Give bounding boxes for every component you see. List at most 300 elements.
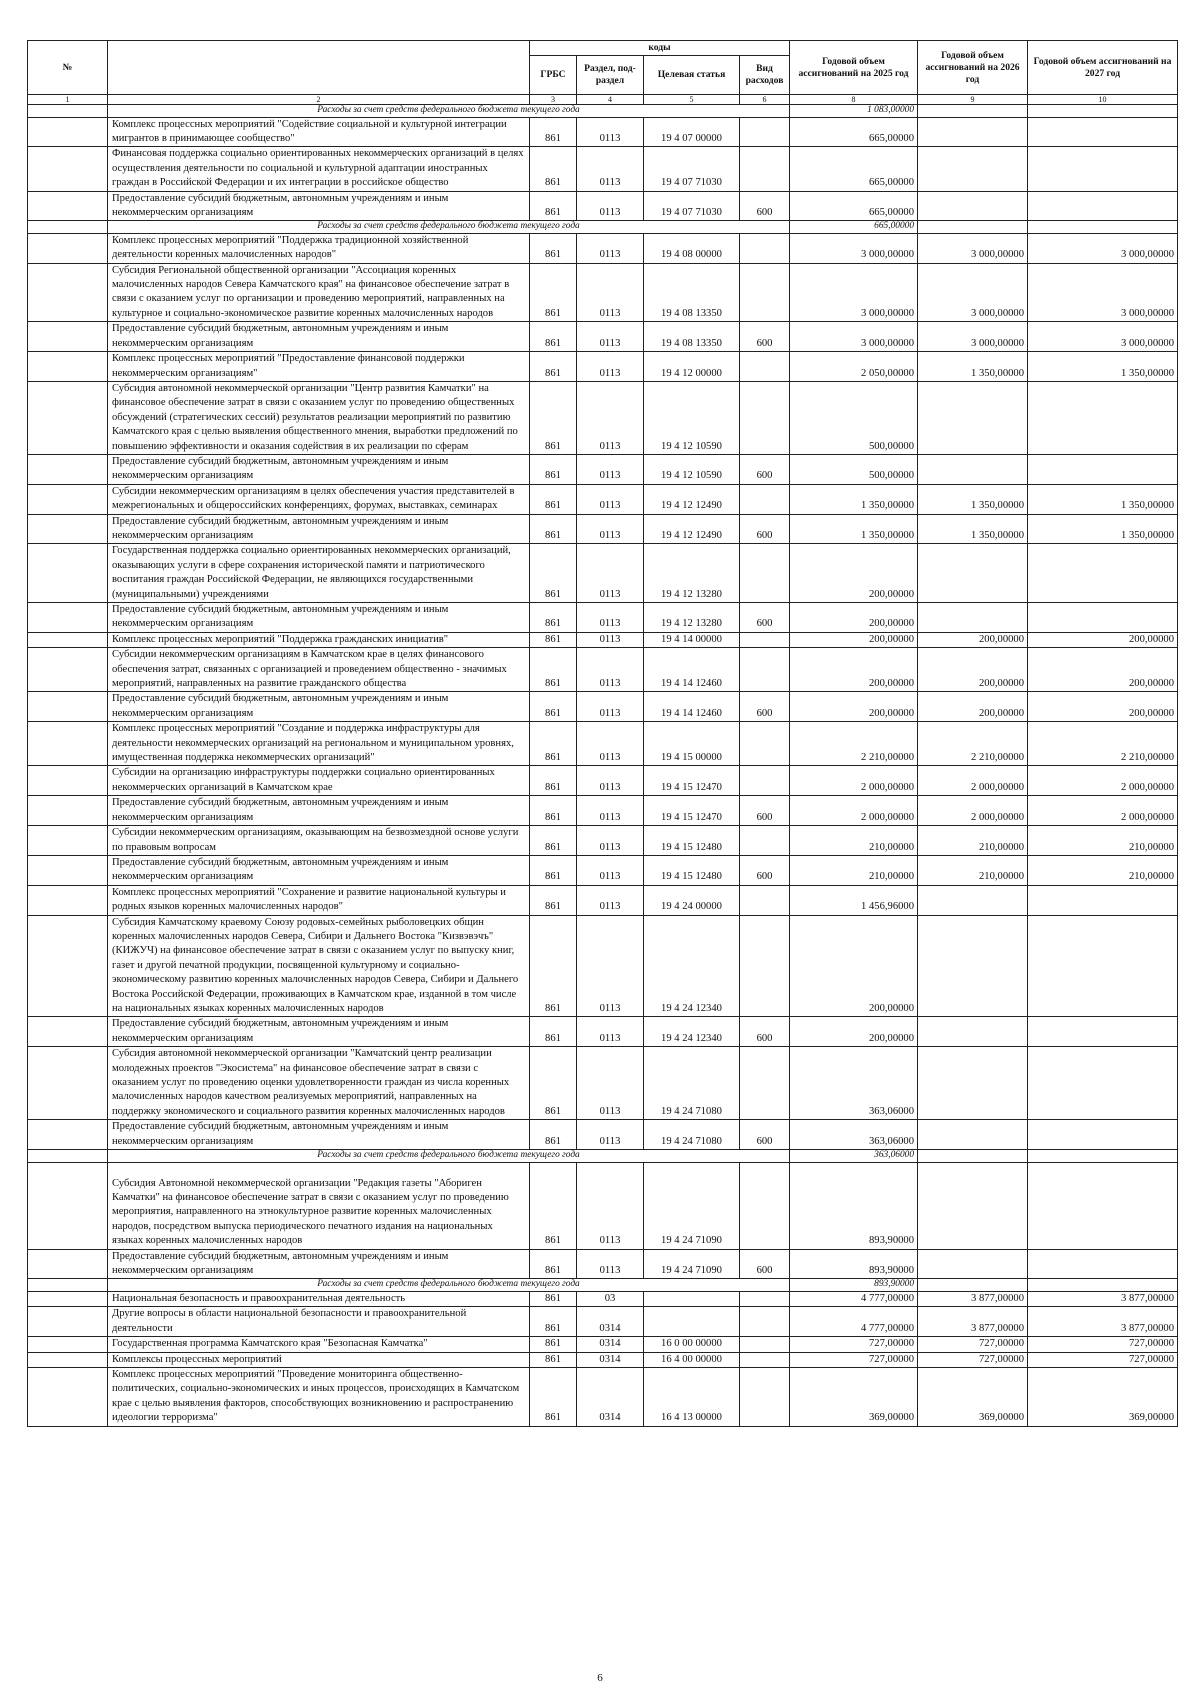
amount-2025-cell: 363,06000 (790, 1047, 918, 1120)
amount-2025-cell: 665,00000 (790, 221, 918, 234)
row-number-cell (28, 147, 108, 191)
celevaya-cell: 19 4 07 71030 (644, 191, 740, 221)
amount-2027-cell (1028, 147, 1178, 191)
grbs-cell: 861 (530, 484, 577, 514)
table-row (28, 322, 1178, 352)
row-number-cell (28, 1352, 108, 1367)
amount-2025-cell: 3 000,00000 (790, 322, 918, 352)
row-name-cell: Предоставление субсидий бюджетным, автономным учреждениям и иным некоммерческим организациям (108, 692, 530, 722)
amount-2025-cell: 200,00000 (790, 1017, 918, 1047)
amount-2025-cell: 200,00000 (790, 692, 918, 722)
razdel-cell: 0113 (577, 484, 644, 514)
vid-cell (740, 648, 790, 692)
grbs-cell: 861 (530, 322, 577, 352)
colnum-6: 6 (740, 95, 790, 105)
row-name-cell: Предоставление субсидий бюджетным, автономным учреждениям и иным некоммерческим организациям (108, 322, 530, 352)
amount-2025-cell: 3 000,00000 (790, 263, 918, 322)
row-number-cell (28, 1162, 108, 1249)
razdel-cell: 0113 (577, 1162, 644, 1249)
vid-cell: 600 (740, 1120, 790, 1150)
colnum-10: 10 (1028, 95, 1178, 105)
row-number-cell (28, 766, 108, 796)
row-name-cell: Комплекс процессных мероприятий "Предоставление финансовой поддержки некоммерческим организациям" (108, 352, 530, 382)
row-number-cell (28, 1337, 108, 1352)
razdel-cell: 0113 (577, 796, 644, 826)
row-name-cell: Предоставление субсидий бюджетным, автономным учреждениям и иным некоммерческим организациям (108, 191, 530, 221)
colnum-5: 5 (644, 95, 740, 105)
vid-cell: 600 (740, 1017, 790, 1047)
amount-2027-cell (1028, 885, 1178, 915)
razdel-cell: 0113 (577, 1120, 644, 1150)
amount-2026-cell: 210,00000 (918, 826, 1028, 856)
table-row (28, 632, 1178, 647)
amount-2027-cell (1028, 915, 1178, 1017)
amount-2026-cell: 369,00000 (918, 1367, 1028, 1426)
amount-2027-cell: 200,00000 (1028, 692, 1178, 722)
amount-2027-cell: 3 000,00000 (1028, 233, 1178, 263)
grbs-cell: 861 (530, 544, 577, 603)
amount-2025-cell: 893,90000 (790, 1249, 918, 1279)
vid-cell (740, 766, 790, 796)
row-number-cell (28, 648, 108, 692)
page-number: 6 (597, 1672, 603, 1684)
row-name-cell: Государственная поддержка социально ориентированных некоммерческих организаций, оказывающих услуги в сфере сохранения исторической памяти и патриотического воспитания граждан Российской Федерации, не являющихся государственными (муниципальными) учреждениями (108, 544, 530, 603)
row-name-cell: Предоставление субсидий бюджетным, автономным учреждениям и иным некоммерческим организациям (108, 1249, 530, 1279)
amount-2025-cell: 500,00000 (790, 454, 918, 484)
amount-2026-cell: 1 350,00000 (918, 352, 1028, 382)
amount-2027-cell (1028, 603, 1178, 633)
colnum-3: 3 (530, 95, 577, 105)
row-number-cell (28, 484, 108, 514)
amount-2026-cell (918, 1017, 1028, 1047)
row-name-cell: Комплекс процессных мероприятий "Проведение мониторинга общественно-политических, социально-экономических и иных процессов, происходящих в Камчатском крае с целью выявления факторов, способствующих возникновению и распространению идеологии терроризма" (108, 1367, 530, 1426)
razdel-cell: 0113 (577, 381, 644, 454)
row-name-cell: Предоставление субсидий бюджетным, автономным учреждениям и иным некоммерческим организациям (108, 454, 530, 484)
vid-cell (740, 722, 790, 766)
celevaya-cell: 19 4 24 00000 (644, 885, 740, 915)
row-name-cell: Расходы за счет средств федерального бюджета текущего года (108, 105, 790, 118)
amount-2026-cell (918, 147, 1028, 191)
table-row (28, 603, 1178, 633)
amount-2027-cell (1028, 1017, 1178, 1047)
amount-2026-cell (918, 915, 1028, 1017)
row-name-cell: Комплекс процессных мероприятий "Содействие социальной и культурной интеграции мигрантов в принимающее сообщество" (108, 117, 530, 147)
grbs-cell: 861 (530, 648, 577, 692)
vid-cell: 600 (740, 796, 790, 826)
amount-2026-cell: 210,00000 (918, 855, 1028, 885)
table-row (28, 514, 1178, 544)
vid-cell (740, 915, 790, 1017)
amount-2025-cell: 1 350,00000 (790, 514, 918, 544)
amount-2026-cell: 200,00000 (918, 648, 1028, 692)
row-name-cell: Государственная программа Камчатского края "Безопасная Камчатка" (108, 1337, 530, 1352)
grbs-cell: 861 (530, 1352, 577, 1367)
amount-2026-cell: 200,00000 (918, 632, 1028, 647)
celevaya-cell: 19 4 12 12490 (644, 514, 740, 544)
razdel-cell: 0113 (577, 233, 644, 263)
vid-cell: 600 (740, 1249, 790, 1279)
razdel-cell: 0314 (577, 1337, 644, 1352)
celevaya-cell: 19 4 24 12340 (644, 915, 740, 1017)
celevaya-cell: 19 4 14 12460 (644, 648, 740, 692)
vid-cell (740, 1337, 790, 1352)
table-row (28, 484, 1178, 514)
row-number-cell (28, 1279, 108, 1292)
row-name-cell: Другие вопросы в области национальной безопасности и правоохранительной деятельности (108, 1307, 530, 1337)
amount-2027-cell: 2 000,00000 (1028, 766, 1178, 796)
amount-2025-cell: 727,00000 (790, 1352, 918, 1367)
grbs-cell: 861 (530, 1367, 577, 1426)
razdel-cell: 0113 (577, 117, 644, 147)
grbs-cell: 861 (530, 766, 577, 796)
table-row (28, 648, 1178, 692)
grbs-cell: 861 (530, 915, 577, 1017)
table-row (28, 1291, 1178, 1306)
row-number-cell (28, 915, 108, 1017)
amount-2025-cell: 363,06000 (790, 1150, 918, 1163)
row-name-cell: Предоставление субсидий бюджетным, автономным учреждениям и иным некоммерческим организациям (108, 603, 530, 633)
amount-2027-cell: 210,00000 (1028, 855, 1178, 885)
row-name-cell: Комплекс процессных мероприятий "Создание и поддержка инфраструктуры для деятельности некоммерческих организаций на региональном и муниципальном уровнях, имущественная поддержка некоммерческих организаций" (108, 722, 530, 766)
amount-2026-cell: 3 000,00000 (918, 322, 1028, 352)
amount-2025-cell: 3 000,00000 (790, 233, 918, 263)
vid-cell (740, 544, 790, 603)
amount-2027-cell (1028, 381, 1178, 454)
amount-2025-cell: 200,00000 (790, 544, 918, 603)
razdel-cell: 0113 (577, 855, 644, 885)
federal-budget-row (28, 1150, 1178, 1163)
grbs-cell: 861 (530, 1120, 577, 1150)
grbs-cell: 861 (530, 1017, 577, 1047)
colnum-2: 2 (108, 95, 530, 105)
row-number-cell (28, 454, 108, 484)
razdel-cell: 03 (577, 1291, 644, 1306)
amount-2026-cell: 1 350,00000 (918, 514, 1028, 544)
row-number-cell (28, 1291, 108, 1306)
vid-cell: 600 (740, 191, 790, 221)
row-name-cell: Субсидии на организацию инфраструктуры поддержки социально ориентированных некоммерческих организаций в Камчатском крае (108, 766, 530, 796)
amount-2026-cell (918, 1120, 1028, 1150)
amount-2026-cell (918, 221, 1028, 234)
table-row (28, 1249, 1178, 1279)
amount-2027-cell: 3 877,00000 (1028, 1307, 1178, 1337)
amount-2025-cell: 893,90000 (790, 1162, 918, 1249)
razdel-cell: 0113 (577, 648, 644, 692)
row-number-cell (28, 1120, 108, 1150)
row-name-cell: Финансовая поддержка социально ориентированных некоммерческих организаций в целях осуществления деятельности по социальной и культурной адаптации иностранных граждан в Российской Федерации и их интеграции в российское общество (108, 147, 530, 191)
table-row (28, 855, 1178, 885)
row-name-cell: Субсидия Региональной общественной организации "Ассоциация коренных малочисленных народов Севера Камчатского края" на финансовое обеспечение затрат в связи с оказанием услуг по организации и проведению мероприятий, направленных на культурное и социально-экономическое развитие коренных малочисленных народов (108, 263, 530, 322)
row-number-cell (28, 221, 108, 234)
row-number-cell (28, 233, 108, 263)
row-name-cell: Расходы за счет средств федерального бюджета текущего года (108, 1279, 790, 1292)
row-number-cell (28, 322, 108, 352)
table-row (28, 147, 1178, 191)
amount-2027-cell (1028, 1249, 1178, 1279)
row-number-cell (28, 1150, 108, 1163)
amount-2025-cell: 210,00000 (790, 855, 918, 885)
celevaya-cell: 16 4 00 00000 (644, 1352, 740, 1367)
vid-cell: 600 (740, 603, 790, 633)
amount-2027-cell (1028, 1120, 1178, 1150)
vid-cell (740, 1307, 790, 1337)
table-row (28, 1307, 1178, 1337)
amount-2025-cell: 369,00000 (790, 1367, 918, 1426)
row-number-cell (28, 885, 108, 915)
amount-2025-cell: 1 083,00000 (790, 105, 918, 118)
federal-budget-row (28, 221, 1178, 234)
celevaya-cell: 19 4 24 71090 (644, 1162, 740, 1249)
row-number-cell (28, 722, 108, 766)
amount-2026-cell (918, 105, 1028, 118)
celevaya-cell: 19 4 08 13350 (644, 322, 740, 352)
row-number-cell (28, 1249, 108, 1279)
amount-2027-cell: 200,00000 (1028, 648, 1178, 692)
razdel-cell: 0314 (577, 1367, 644, 1426)
amount-2026-cell (918, 603, 1028, 633)
vid-cell (740, 233, 790, 263)
row-name-cell: Комплекс процессных мероприятий "Поддержка гражданских инициатив" (108, 632, 530, 647)
row-name-cell: Предоставление субсидий бюджетным, автономным учреждениям и иным некоммерческим организациям (108, 1017, 530, 1047)
amount-2027-cell: 2 210,00000 (1028, 722, 1178, 766)
grbs-cell: 861 (530, 1307, 577, 1337)
vid-cell (740, 147, 790, 191)
colnum-4: 4 (577, 95, 644, 105)
row-name-cell: Национальная безопасность и правоохранительная деятельность (108, 1291, 530, 1306)
header-grbs: ГРБС (530, 56, 577, 95)
amount-2026-cell (918, 117, 1028, 147)
amount-2025-cell: 2 000,00000 (790, 796, 918, 826)
celevaya-cell (644, 1307, 740, 1337)
amount-2027-cell: 727,00000 (1028, 1352, 1178, 1367)
row-name-cell: Субсидия Камчатскому краевому Союзу родовых-семейных рыболовецких общин коренных малочисленных народов Севера, Сибири и Дальнего Востока "Кизвэвэчъ" (КИЖУЧ) на финансовое обеспечение затрат в связи с оказанием услуг по выпуску книг, газет и другой печатной продукции, посвященной культурному и социально-экономическому развитию коренных малочисленных народов Севера, Сибири и Дальнего Востока Российской Федерации, проживающих в Камчатском крае, изданной в том числе на национальных языках коренных малочисленных народов (108, 915, 530, 1017)
amount-2027-cell (1028, 1162, 1178, 1249)
grbs-cell: 861 (530, 381, 577, 454)
grbs-cell: 861 (530, 1249, 577, 1279)
amount-2026-cell: 2 210,00000 (918, 722, 1028, 766)
grbs-cell: 861 (530, 454, 577, 484)
amount-2025-cell: 727,00000 (790, 1337, 918, 1352)
razdel-cell: 0113 (577, 632, 644, 647)
vid-cell: 600 (740, 454, 790, 484)
celevaya-cell: 19 4 12 10590 (644, 454, 740, 484)
grbs-cell: 861 (530, 191, 577, 221)
vid-cell (740, 263, 790, 322)
row-name-cell: Субсидии некоммерческим организациям в Камчатском крае в целях финансового обеспечения затрат, связанных с организацией и проведением общественно - значимых мероприятий, направленных на развитие гражданского общества (108, 648, 530, 692)
grbs-cell: 861 (530, 1162, 577, 1249)
amount-2027-cell: 1 350,00000 (1028, 514, 1178, 544)
amount-2026-cell: 3 877,00000 (918, 1307, 1028, 1337)
razdel-cell: 0113 (577, 1017, 644, 1047)
vid-cell: 600 (740, 692, 790, 722)
row-name-cell: Предоставление субсидий бюджетным, автономным учреждениям и иным некоммерческим организациям (108, 855, 530, 885)
colnum-1: 1 (28, 95, 108, 105)
celevaya-cell: 19 4 07 71030 (644, 147, 740, 191)
row-number-cell (28, 105, 108, 118)
amount-2027-cell: 727,00000 (1028, 1337, 1178, 1352)
amount-2026-cell (918, 1249, 1028, 1279)
row-name-cell: Субсидия автономной некоммерческой организации "Центр развития Камчатки" на финансовое обеспечение затрат в связи с оказанием услуг по проведению общественных обсуждений (стратегических сессий) результатов реализации мероприятий по развитию Камчатского края с целью выявления общественного мнения, выработки предложений по повышению эффективности и оказания содействия в их реализации по сферам (108, 381, 530, 454)
row-number-cell (28, 855, 108, 885)
colnum-9: 9 (918, 95, 1028, 105)
grbs-cell: 861 (530, 117, 577, 147)
table-row (28, 544, 1178, 603)
amount-2026-cell (918, 544, 1028, 603)
budget-table-sheet (27, 40, 1177, 1427)
row-number-cell (28, 514, 108, 544)
razdel-cell: 0113 (577, 352, 644, 382)
amount-2027-cell (1028, 191, 1178, 221)
table-body (28, 105, 1178, 1427)
celevaya-cell: 19 4 24 71080 (644, 1120, 740, 1150)
table-row (28, 117, 1178, 147)
row-name-cell: Предоставление субсидий бюджетным, автономным учреждениям и иным некоммерческим организациям (108, 796, 530, 826)
amount-2026-cell (918, 1150, 1028, 1163)
table-row (28, 1120, 1178, 1150)
grbs-cell: 861 (530, 632, 577, 647)
row-name-cell: Субсидия Автономной некоммерческой организации "Редакция газеты "Абориген Камчатки" на финансовое обеспечение затрат в связи с оказанием услуг по проведению мероприятия, направленного на этнокультурное развитие коренных малочисленных народов, посредством выпуска периодического печатного издания на национальных языках коренных малочисленных народов (108, 1162, 530, 1249)
vid-cell (740, 632, 790, 647)
amount-2026-cell: 727,00000 (918, 1352, 1028, 1367)
razdel-cell: 0113 (577, 1249, 644, 1279)
razdel-cell: 0314 (577, 1352, 644, 1367)
grbs-cell: 861 (530, 1047, 577, 1120)
amount-2027-cell (1028, 1150, 1178, 1163)
vid-cell: 600 (740, 514, 790, 544)
amount-2027-cell: 2 000,00000 (1028, 796, 1178, 826)
celevaya-cell: 19 4 08 00000 (644, 233, 740, 263)
amount-2025-cell: 893,90000 (790, 1279, 918, 1292)
grbs-cell: 861 (530, 1291, 577, 1306)
row-name-cell: Комплекс процессных мероприятий "Сохранение и развитие национальной культуры и родных языков коренных малочисленных народов" (108, 885, 530, 915)
razdel-cell: 0113 (577, 191, 644, 221)
grbs-cell: 861 (530, 514, 577, 544)
amount-2027-cell (1028, 454, 1178, 484)
grbs-cell: 861 (530, 885, 577, 915)
amount-2026-cell: 3 000,00000 (918, 233, 1028, 263)
row-number-cell (28, 1307, 108, 1337)
razdel-cell: 0314 (577, 1307, 644, 1337)
celevaya-cell: 19 4 15 12470 (644, 796, 740, 826)
row-name-cell: Субсидии некоммерческим организациям, оказывающим на безвозмездной основе услуги по правовым вопросам (108, 826, 530, 856)
razdel-cell: 0113 (577, 263, 644, 322)
grbs-cell: 861 (530, 692, 577, 722)
vid-cell (740, 381, 790, 454)
amount-2026-cell (918, 454, 1028, 484)
razdel-cell: 0113 (577, 603, 644, 633)
amount-2025-cell: 200,00000 (790, 632, 918, 647)
grbs-cell: 861 (530, 233, 577, 263)
table-row (28, 1047, 1178, 1120)
amount-2026-cell: 200,00000 (918, 692, 1028, 722)
row-number-cell (28, 1017, 108, 1047)
row-number-cell (28, 1367, 108, 1426)
amount-2027-cell: 3 877,00000 (1028, 1291, 1178, 1306)
celevaya-cell: 19 4 12 10590 (644, 381, 740, 454)
header-number: № (28, 41, 108, 95)
amount-2025-cell: 665,00000 (790, 147, 918, 191)
budget-table (27, 40, 1178, 1427)
amount-2025-cell: 665,00000 (790, 117, 918, 147)
grbs-cell: 861 (530, 147, 577, 191)
amount-2027-cell: 3 000,00000 (1028, 263, 1178, 322)
table-row (28, 1352, 1178, 1367)
grbs-cell: 861 (530, 826, 577, 856)
amount-2027-cell: 1 350,00000 (1028, 484, 1178, 514)
vid-cell: 600 (740, 855, 790, 885)
amount-2025-cell: 1 350,00000 (790, 484, 918, 514)
amount-2025-cell: 200,00000 (790, 603, 918, 633)
celevaya-cell: 19 4 08 13350 (644, 263, 740, 322)
vid-cell (740, 1367, 790, 1426)
celevaya-cell: 19 4 12 13280 (644, 544, 740, 603)
razdel-cell: 0113 (577, 692, 644, 722)
celevaya-cell: 16 0 00 00000 (644, 1337, 740, 1352)
amount-2026-cell: 3 000,00000 (918, 263, 1028, 322)
amount-2025-cell: 500,00000 (790, 381, 918, 454)
amount-2025-cell: 200,00000 (790, 915, 918, 1017)
amount-2026-cell: 3 877,00000 (918, 1291, 1028, 1306)
celevaya-cell (644, 1291, 740, 1306)
grbs-cell: 861 (530, 603, 577, 633)
table-row (28, 796, 1178, 826)
row-number-cell (28, 544, 108, 603)
grbs-cell: 861 (530, 796, 577, 826)
table-row (28, 1367, 1178, 1426)
amount-2025-cell: 2 050,00000 (790, 352, 918, 382)
amount-2027-cell: 3 000,00000 (1028, 322, 1178, 352)
amount-2025-cell: 4 777,00000 (790, 1307, 918, 1337)
table-row (28, 191, 1178, 221)
row-number-cell (28, 1047, 108, 1120)
amount-2026-cell: 2 000,00000 (918, 766, 1028, 796)
table-row (28, 233, 1178, 263)
amount-2026-cell (918, 381, 1028, 454)
razdel-cell: 0113 (577, 915, 644, 1017)
row-name-cell: Расходы за счет средств федерального бюджета текущего года (108, 1150, 790, 1163)
celevaya-cell: 19 4 24 71090 (644, 1249, 740, 1279)
row-name-cell: Предоставление субсидий бюджетным, автономным учреждениям и иным некоммерческим организациям (108, 514, 530, 544)
table-row (28, 826, 1178, 856)
table-row (28, 352, 1178, 382)
amount-2027-cell (1028, 1279, 1178, 1292)
amount-2027-cell (1028, 1047, 1178, 1120)
amount-2026-cell (918, 191, 1028, 221)
amount-2027-cell (1028, 221, 1178, 234)
header-2025: Годовой объем ассигнований на 2025 год (790, 41, 918, 95)
header-2027: Годовой объем ассигнований на 2027 год (1028, 41, 1178, 95)
grbs-cell: 861 (530, 352, 577, 382)
table-row (28, 454, 1178, 484)
celevaya-cell: 19 4 14 00000 (644, 632, 740, 647)
row-name-cell: Предоставление субсидий бюджетным, автономным учреждениям и иным некоммерческим организациям (108, 1120, 530, 1150)
amount-2027-cell: 200,00000 (1028, 632, 1178, 647)
amount-2026-cell (918, 1162, 1028, 1249)
table-row (28, 1337, 1178, 1352)
amount-2026-cell (918, 885, 1028, 915)
header-celevaya: Целевая статья (644, 56, 740, 95)
amount-2027-cell: 210,00000 (1028, 826, 1178, 856)
table-row (28, 722, 1178, 766)
row-number-cell (28, 191, 108, 221)
amount-2026-cell: 1 350,00000 (918, 484, 1028, 514)
header-2026: Годовой объем ассигнований на 2026 год (918, 41, 1028, 95)
vid-cell (740, 1352, 790, 1367)
amount-2027-cell: 1 350,00000 (1028, 352, 1178, 382)
header-vid: Вид расходов (740, 56, 790, 95)
colnum-8: 8 (790, 95, 918, 105)
celevaya-cell: 19 4 15 00000 (644, 722, 740, 766)
